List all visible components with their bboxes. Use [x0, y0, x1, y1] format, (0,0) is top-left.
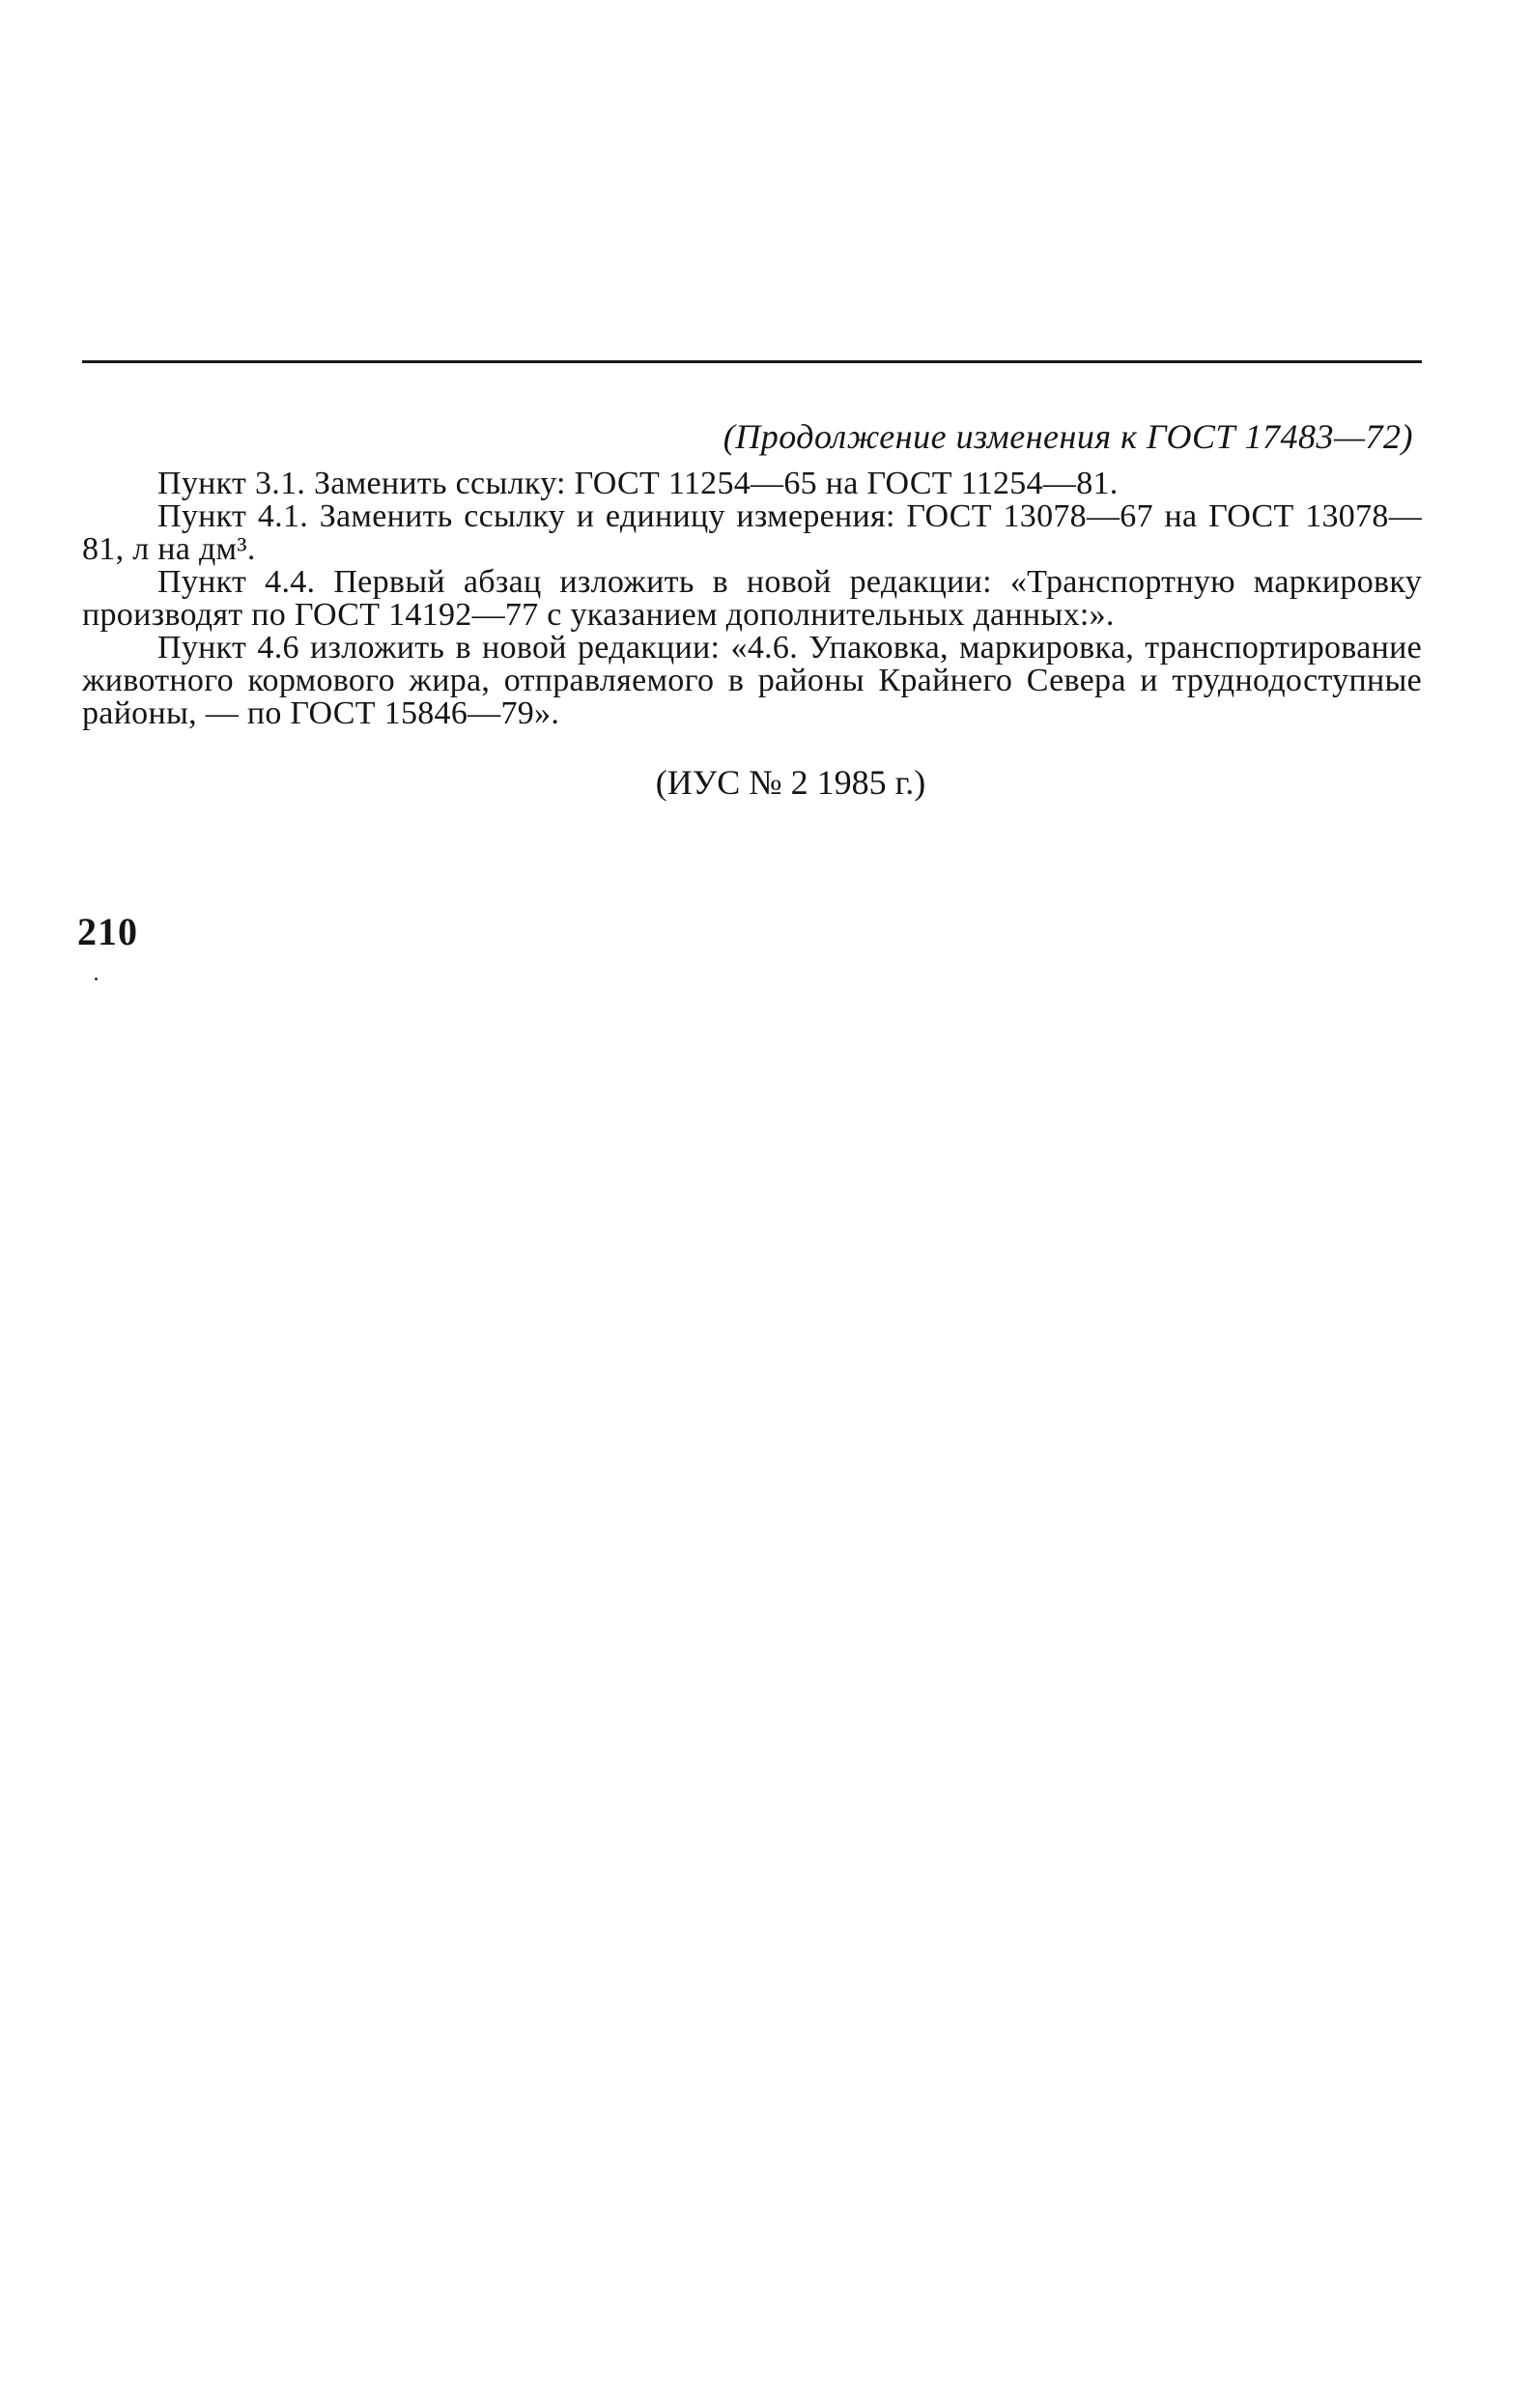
paragraph-4-1: Пункт 4.1. Заменить ссылку и единицу измерения: ГОСТ 13078—67 на ГОСТ 13078—81, л на дм³. — [82, 498, 1422, 567]
paragraph-3-1: Пункт 3.1. Заменить ссылку: ГОСТ 11254—65 на ГОСТ 11254—81. — [157, 466, 1119, 501]
paragraph-4-6: Пункт 4.6 изложить в новой редакции: «4.6. Упаковка, маркировка, транспортирование животного кормового жира, отправляемого в районы Крайнего Севера и труднодоступные районы, — по ГОСТ 15846—79». — [82, 630, 1422, 731]
amendment-text — [82, 467, 1422, 730]
page-number: 210 — [77, 910, 138, 953]
paragraph-4-4: Пункт 4.4. Первый абзац изложить в новой редакции: «Транспортную маркировку производят по ГОСТ 14192—77 с указанием дополнительных данных:». — [82, 564, 1422, 633]
top-rule — [82, 360, 1422, 363]
continuation-heading: (Продолжение изменения к ГОСТ 17483—72) — [723, 417, 1413, 456]
print-speck — [95, 977, 98, 980]
ius-reference: (ИУС № 2 1985 г.) — [655, 763, 926, 802]
